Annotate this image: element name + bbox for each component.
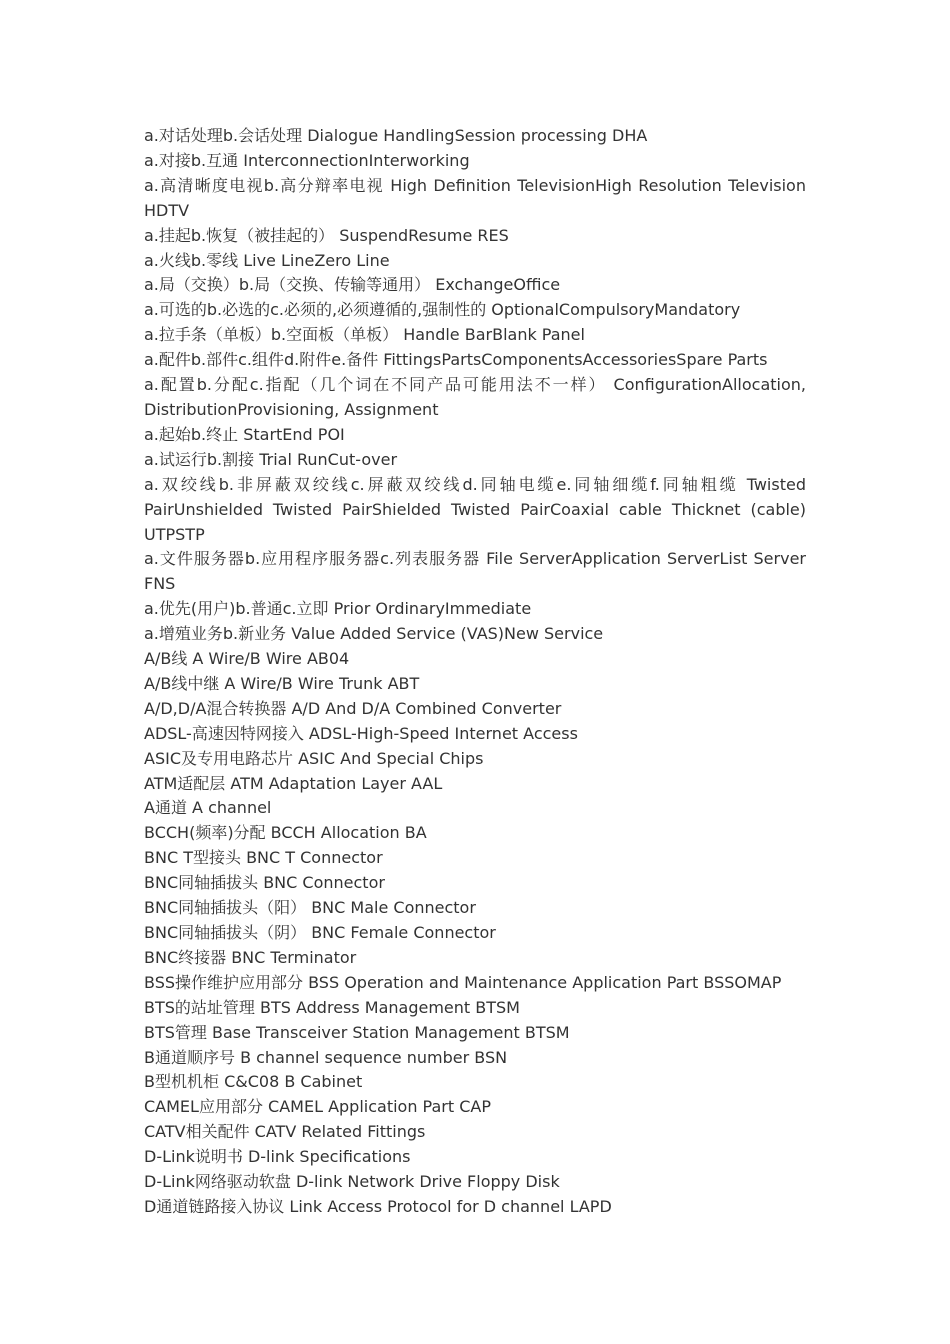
glossary-entry: ATM适配层 ATM Adaptation Layer AAL bbox=[144, 773, 443, 793]
glossary-entry: a.挂起b.恢复（被挂起的） SuspendResume RES bbox=[144, 225, 509, 245]
glossary-entry: BTS的站址管理 BTS Address Management BTSM bbox=[144, 997, 520, 1017]
glossary-entry: a.双绞线b.非屏蔽双绞线c.屏蔽双绞线d.同轴电缆e.同轴细缆f.同轴粗缆 Twisted PairUnshielded Twisted PairShielded Twisted PairCoaxial cable Thicknet (cable) UTPSTP bbox=[144, 474, 806, 544]
glossary-entry: a.局（交换）b.局（交换、传输等通用） ExchangeOffice bbox=[144, 275, 561, 295]
glossary-entry: BCCH(频率)分配 BCCH Allocation BA bbox=[144, 823, 427, 843]
glossary-entry: CATV相关配件 CATV Related Fittings bbox=[144, 1122, 426, 1142]
glossary-entry: a.可选的b.必选的c.必须的,必须遵循的,强制性的 OptionalCompulsoryMandatory bbox=[144, 300, 741, 320]
glossary-entry: a.试运行b.割接 Trial RunCut-over bbox=[144, 449, 398, 469]
glossary-list bbox=[144, 124, 806, 1220]
glossary-entry: B通道顺序号 B channel sequence number BSN bbox=[144, 1047, 508, 1067]
glossary-entry: D-Link说明书 D-link Specifications bbox=[144, 1147, 411, 1167]
glossary-entry: BNC T型接头 BNC T Connector bbox=[144, 848, 383, 868]
glossary-entry: a.优先(用户)b.普通c.立即 Prior OrdinaryImmediate bbox=[144, 599, 532, 619]
glossary-entry: BNC同轴插拔头 BNC Connector bbox=[144, 873, 385, 893]
glossary-entry: a.火线b.零线 Live LineZero Line bbox=[144, 250, 390, 270]
glossary-entry: BTS管理 Base Transceiver Station Management BTSM bbox=[144, 1022, 570, 1042]
glossary-entry: A/D,D/A混合转换器 A/D And D/A Combined Converter bbox=[144, 698, 562, 718]
glossary-entry: a.起始b.终止 StartEnd POI bbox=[144, 424, 345, 444]
glossary-entry: a.对接b.互通 InterconnectionInterworking bbox=[144, 150, 470, 170]
glossary-entry: BSS操作维护应用部分 BSS Operation and Maintenance Application Part BSSOMAP bbox=[144, 972, 782, 992]
glossary-entry: a.拉手条（单板）b.空面板（单板） Handle BarBlank Panel bbox=[144, 325, 585, 345]
glossary-entry: a.文件服务器b.应用程序服务器c.列表服务器 File ServerApplication ServerList Server FNS bbox=[144, 549, 806, 594]
glossary-entry: CAMEL应用部分 CAMEL Application Part CAP bbox=[144, 1097, 491, 1117]
glossary-entry: a.配件b.部件c.组件d.附件e.备件 FittingsPartsComponentsAccessoriesSpare Parts bbox=[144, 350, 768, 370]
glossary-entry: A/B线 A Wire/B Wire AB04 bbox=[144, 649, 350, 669]
glossary-entry: BNC终接器 BNC Terminator bbox=[144, 947, 357, 967]
glossary-entry: B型机机柜 C&C08 B Cabinet bbox=[144, 1072, 363, 1092]
glossary-entry: a.增殖业务b.新业务 Value Added Service (VAS)New Service bbox=[144, 624, 604, 644]
glossary-entry: BNC同轴插拔头（阴） BNC Female Connector bbox=[144, 923, 496, 942]
glossary-entry: a.高清晰度电视b.高分辩率电视 High Definition TelevisionHigh Resolution Television HDTV bbox=[144, 175, 806, 220]
glossary-entry: ADSL-高速因特网接入 ADSL-High-Speed Internet Access bbox=[144, 723, 578, 743]
glossary-entry: A/B线中继 A Wire/B Wire Trunk ABT bbox=[144, 673, 420, 693]
glossary-entry: BNC同轴插拔头（阳） BNC Male Connector bbox=[144, 898, 476, 918]
glossary-entry: a.配置b.分配c.指配（几个词在不同产品可能用法不一样） ConfigurationAllocation, DistributionProvisioning, Assignment bbox=[144, 375, 806, 419]
glossary-entry: A通道 A channel bbox=[144, 798, 272, 818]
glossary-entry: D通道链路接入协议 Link Access Protocol for D channel LAPD bbox=[144, 1196, 612, 1216]
glossary-entry: D-Link网络驱动软盘 D-link Network Drive Floppy Disk bbox=[144, 1172, 560, 1192]
glossary-entry: ASIC及专用电路芯片 ASIC And Special Chips bbox=[144, 748, 484, 768]
glossary-entry: a.对话处理b.会话处理 Dialogue HandlingSession processing DHA bbox=[144, 126, 648, 145]
